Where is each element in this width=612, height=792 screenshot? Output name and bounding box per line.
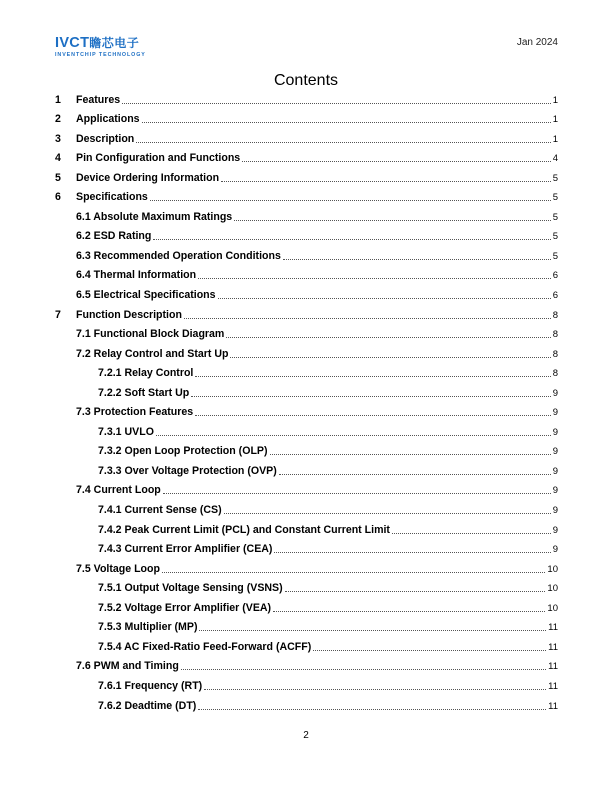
toc-entry[interactable] [55,441,558,461]
toc-entry[interactable] [55,128,558,148]
toc-entry[interactable] [55,226,558,246]
toc-dot-leader [242,161,551,162]
header-date: Jan 2024 [516,37,558,48]
toc-entry[interactable] [55,460,558,480]
toc-entry-line [76,152,558,164]
toc-entry[interactable] [55,206,558,226]
toc-entry-label[interactable]: 7.4 Current Loop [76,484,161,497]
toc-dot-leader [226,337,550,338]
toc-entry-page[interactable]: 11 [548,641,558,653]
toc-entry[interactable] [55,636,558,656]
toc-entry-line [76,133,558,145]
toc-entry-label[interactable]: 7.6.1 Frequency (RT) [98,679,203,692]
toc-entry[interactable] [55,89,558,109]
toc-entry-label[interactable]: 7.4.3 Current Error Amplifier (CEA) [98,543,273,556]
toc-entry[interactable] [55,148,558,168]
toc-entry[interactable] [55,343,558,363]
toc-entry-page[interactable]: 9 [552,524,558,536]
toc-entry-line [98,387,558,399]
toc-entry-line [76,660,558,672]
page-number: 2 [303,730,309,741]
logo-wordmark [55,36,146,51]
toc-entry-label[interactable]: 7.1 Functional Block Diagram [76,328,225,341]
toc-entry-page[interactable]: 9 [552,446,558,458]
toc-entry[interactable] [55,109,558,129]
toc-entry-line [98,582,558,594]
toc-entry[interactable] [55,578,558,598]
toc-entry-line [76,289,558,301]
toc-entry-line [76,484,558,496]
toc-entry-line [76,230,558,242]
toc-entry-label[interactable]: 6.1 Absolute Maximum Ratings [76,210,233,223]
toc-entry-line [76,563,558,575]
toc-entry-line [98,504,558,516]
toc-dot-leader [274,552,550,553]
toc-entry-line [98,602,558,614]
toc-entry-line [76,250,558,262]
toc-dot-leader [199,630,546,631]
toc-dot-leader [142,122,551,123]
toc-dot-leader [136,142,550,143]
toc-entry-page[interactable]: 5 [552,250,558,262]
company-logo [55,36,146,58]
toc-entry-page[interactable]: 1 [552,114,558,126]
toc-dot-leader [204,689,546,690]
toc-dot-leader [279,474,551,475]
toc-entry-label[interactable]: 7.5.4 AC Fixed-Ratio Feed-Forward (ACFF) [98,640,312,653]
toc-entry-page[interactable]: 5 [552,172,558,184]
toc-dot-leader [198,709,546,710]
toc-entry-page[interactable]: 6 [552,290,558,302]
toc-entry-label[interactable]: Device Ordering Information [76,171,220,184]
toc-entry-page[interactable]: 11 [548,700,558,712]
toc-entry-label[interactable]: 6.2 ESD Rating [76,230,152,243]
toc-dot-leader [191,396,550,397]
toc-entry-page[interactable]: 10 [547,563,558,575]
toc-entry-label[interactable]: 6.5 Electrical Specifications [76,289,216,302]
toc-entry-label[interactable]: 7.5 Voltage Loop [76,562,160,575]
toc-dot-leader [195,415,551,416]
toc-entry-label[interactable]: 6.3 Recommended Operation Conditions [76,249,281,262]
toc-entry-page[interactable]: 10 [547,602,558,614]
toc-entry-page[interactable]: 1 [552,133,558,145]
toc-entry-line [76,328,558,340]
toc-entry-page[interactable]: 11 [548,680,558,692]
toc-dot-leader [273,611,545,612]
toc-entry-number: 3 [55,132,61,145]
toc-dot-leader [218,298,551,299]
toc-entry[interactable] [55,382,558,402]
toc-dot-leader [150,200,551,201]
toc-entry-page[interactable]: 9 [552,387,558,399]
toc-entry-line [98,524,558,536]
toc-entry[interactable] [55,402,558,422]
toc-entry-label[interactable]: Applications [76,113,140,126]
toc-entry[interactable] [55,617,558,637]
toc-dot-leader [195,376,550,377]
toc-entry-line [76,191,558,203]
toc-entry[interactable] [55,519,558,539]
toc-entry[interactable] [55,656,558,676]
toc-entry-page[interactable]: 6 [552,270,558,282]
toc-entry-line [98,641,558,653]
toc-entry-label[interactable]: 7.3 Protection Features [76,406,194,419]
toc-entry-page[interactable]: 9 [552,407,558,419]
toc-entry-label[interactable]: 6.4 Thermal Information [76,269,197,282]
toc-entry-label[interactable]: Pin Configuration and Functions [76,152,241,165]
toc-dot-leader [230,357,550,358]
toc-entry[interactable] [55,675,558,695]
toc-dot-leader [283,259,551,260]
toc-entry-page[interactable]: 1 [552,94,558,106]
toc-entry-number: 5 [55,171,61,184]
table-of-contents [55,89,558,715]
toc-entry[interactable] [55,304,558,324]
toc-entry-page[interactable]: 8 [552,309,558,321]
toc-entry-label[interactable]: 7.2 Relay Control and Start Up [76,347,229,360]
toc-entry-line [98,680,558,692]
toc-entry-page[interactable]: 9 [552,426,558,438]
toc-dot-leader [221,181,551,182]
toc-dot-leader [184,318,551,319]
logo-chinese-text: 瞻芯电子 [89,36,140,50]
toc-entry-line [76,309,558,321]
toc-entry-page[interactable]: 9 [552,465,558,477]
toc-entry-line [98,367,558,379]
toc-entry-label[interactable]: Function Description [76,308,182,321]
toc-entry[interactable] [55,539,558,559]
toc-dot-leader [270,454,551,455]
toc-entry-line [98,543,558,555]
toc-entry-page[interactable]: 9 [552,485,558,497]
toc-entry-number: 1 [55,93,61,106]
toc-dot-leader [181,669,546,670]
toc-entry[interactable] [55,695,558,715]
toc-entry-line [76,113,558,125]
toc-dot-leader [156,435,551,436]
toc-entry-number: 2 [55,113,61,126]
page-title: Contents [273,72,339,89]
toc-entry-line [76,269,558,281]
toc-entry[interactable] [55,284,558,304]
toc-entry-line [98,465,558,477]
toc-entry[interactable] [55,265,558,285]
toc-entry-line [98,426,558,438]
toc-dot-leader [313,650,546,651]
toc-entry-line [76,406,558,418]
toc-entry-line [98,700,558,712]
toc-dot-leader [162,572,545,573]
toc-entry-label[interactable]: 7.3.2 Open Loop Protection (OLP) [98,445,268,458]
toc-entry-label[interactable]: 7.6 PWM and Timing [76,660,179,673]
toc-entry-number: 7 [55,308,61,321]
toc-entry-page[interactable]: 10 [547,583,558,595]
toc-entry[interactable] [55,324,558,344]
toc-entry-page[interactable]: 9 [552,505,558,517]
toc-entry-page[interactable]: 5 [552,231,558,243]
toc-entry-label[interactable]: 7.5.1 Output Voltage Sensing (VSNS) [98,582,283,595]
toc-dot-leader [122,103,551,104]
toc-entry-label[interactable]: Features [76,93,121,106]
toc-entry-label[interactable]: 7.2.2 Soft Start Up [98,386,190,399]
toc-entry-label[interactable]: Specifications [76,191,148,204]
toc-entry-label[interactable]: 7.4.1 Current Sense (CS) [98,504,222,517]
toc-entry[interactable] [55,187,558,207]
toc-entry[interactable] [55,245,558,265]
toc-entry-page[interactable]: 8 [552,348,558,360]
toc-entry-line [76,172,558,184]
toc-entry-number: 6 [55,191,61,204]
toc-entry-page[interactable]: 8 [552,329,558,341]
toc-entry-line [98,621,558,633]
toc-entry-label[interactable]: 7.3.3 Over Voltage Protection (OVP) [98,464,277,477]
toc-entry[interactable] [55,499,558,519]
toc-dot-leader [198,278,551,279]
toc-entry-page[interactable]: 11 [548,622,558,634]
toc-dot-leader [285,591,546,592]
toc-entry[interactable] [55,167,558,187]
toc-dot-leader [234,220,551,221]
toc-entry[interactable] [55,597,558,617]
toc-entry[interactable] [55,480,558,500]
toc-entry-label[interactable]: 7.3.1 UVLO [98,425,154,438]
toc-entry-label[interactable]: 7.4.2 Peak Current Limit (PCL) and Constant Current Limit [98,523,390,536]
toc-entry-label[interactable]: 7.6.2 Deadtime (DT) [98,699,197,712]
logo-subtitle: INVENTCHIP TECHNOLOGY [55,52,146,58]
toc-entry-label[interactable]: 7.2.1 Relay Control [98,367,194,380]
toc-entry-page[interactable]: 4 [552,153,558,165]
toc-entry-line [76,94,558,106]
toc-dot-leader [224,513,551,514]
toc-entry-number: 4 [55,152,61,165]
toc-entry[interactable] [55,421,558,441]
toc-entry-page[interactable]: 5 [552,192,558,204]
toc-entry[interactable] [55,558,558,578]
toc-entry[interactable] [55,363,558,383]
toc-entry-label[interactable]: Description [76,132,135,145]
logo-text: IVCT [55,35,90,51]
toc-entry-line [76,348,558,360]
toc-entry-label[interactable]: 7.5.2 Voltage Error Amplifier (VEA) [98,601,272,614]
toc-dot-leader [392,533,551,534]
toc-entry-label[interactable]: 7.5.3 Multiplier (MP) [98,621,198,634]
toc-entry-page[interactable]: 9 [552,544,558,556]
toc-entry-page[interactable]: 5 [552,211,558,223]
toc-entry-line [98,445,558,457]
toc-entry-page[interactable]: 11 [548,661,558,673]
toc-dot-leader [163,493,551,494]
toc-entry-page[interactable]: 8 [552,368,558,380]
toc-entry-line [76,211,558,223]
toc-dot-leader [153,239,550,240]
